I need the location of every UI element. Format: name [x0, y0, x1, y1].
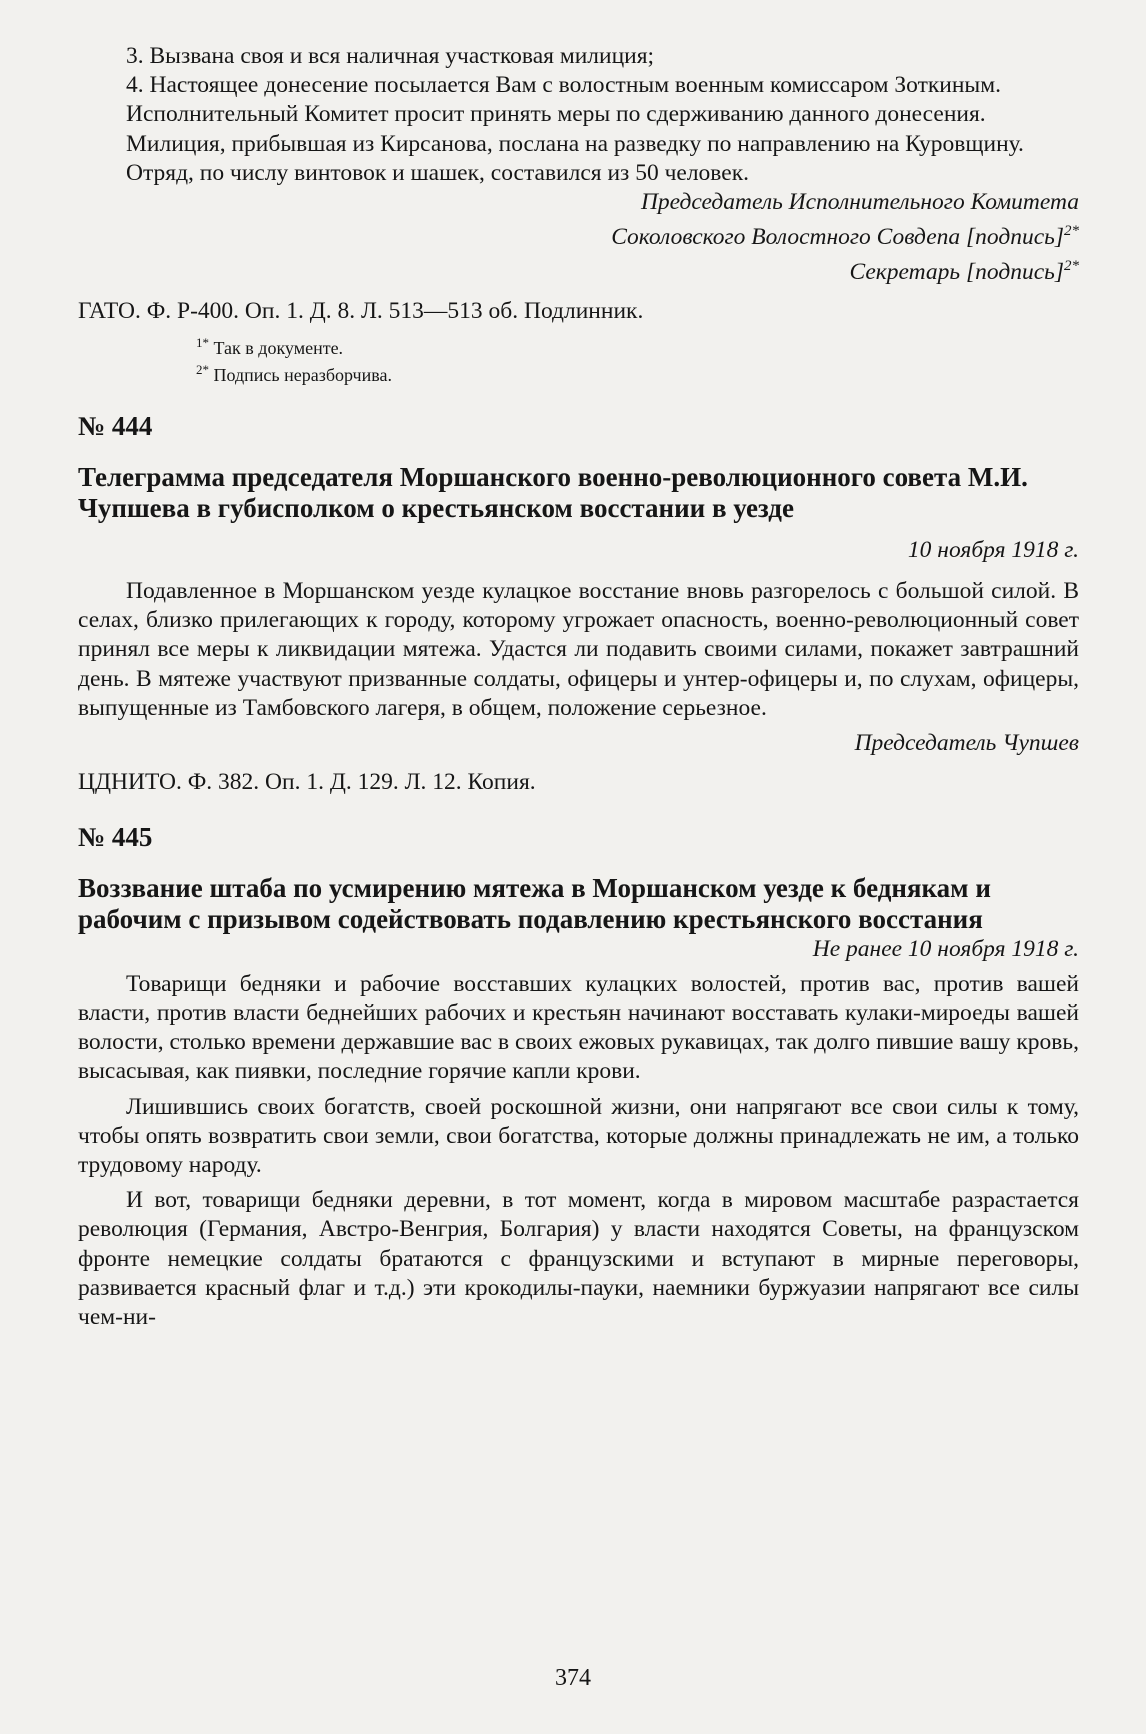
document-body-444: Подавленное в Моршанском уезде кулацкое восстание вновь разгорелось с большой силой. В селах, близко прилегающих к городу, которому угрожает опасность, военно-революционный совет принял все меры к ликвидации мятежа. Удастся ли подавить своими силами, покажет завтрашний день. В мятеже участвуют призванные солдаты, офицеры и унтер-офицеры и, по слухам, офицеры, выпущенные из Тамбовского лагеря, в общем, положение серьезное.	[78, 577, 1079, 721]
signature-sovdep: Соколовского Волостного Совдепа [подпись]$^{2*}$	[611, 223, 1079, 251]
document-para-445-3: И вот, товарищи бедняки деревни, в тот момент, когда в мировом масштабе разрастается революция (Германия, Австро-Венгрия, Болгария) у власти находятся Советы, на французском фронте немецкие солдаты братаются с французскими и вступают в мирные переговоры, развивается красный флаг и т.д.) эти крокодилы-пауки, наемники буржуазии напрягают все силы чем-ни-	[78, 1187, 1079, 1330]
document-para-445-2: Лишившись своих богатств, своей роскошной жизни, они напрягают все свои силы к тому, чтобы опять возвратить свои земли, свои богатства, которые должны принадлежать не им, а только трудовому народу.	[78, 1093, 1079, 1178]
document-para-445-1: Товарищи бедняки и рабочие восставших кулацких волостей, против вас, против вашей власти, против власти беднейших рабочих и крестьян начинают восставать кулаки-мироеды вашей волости, столько времени державшие вас в своих ежовых рукавицах, так долго пившие вашу кровь, высасывая, как пиявки, последние горячие капли крови.	[78, 970, 1079, 1085]
prev-para-militia: Милиция, прибывшая из Кирсанова, послана на разведку по направлению на Куровщину.	[126, 130, 1024, 157]
prev-item-3: 3. Вызвана своя и вся наличная участковая милиция;	[126, 43, 655, 69]
page-number: 374	[555, 1665, 591, 1691]
archive-source-prev: ГАТО. Ф. Р-400. Оп. 1. Д. 8. Л. 513—513 об. Подлинник.	[78, 298, 644, 325]
text-column	[78, 42, 1079, 1332]
prev-item-4: 4. Настоящее донесение посылается Вам с волостным военным комиссаром Зоткиным.	[126, 72, 1001, 99]
prev-para-committee: Исполнительный Комитет просит принять меры по сдерживанию данного донесения.	[126, 101, 986, 128]
document-date-444: 10 ноября 1918 г.	[907, 536, 1079, 563]
signature-secretary: Секретарь [подпись]$^{2*}$	[849, 258, 1079, 286]
footnote-1: $^{1*}$ Так в документе.	[196, 335, 344, 359]
document-date-445: Не ранее 10 ноября 1918 г.	[812, 935, 1079, 962]
document-title-444: Телеграмма председателя Моршанского военно-революционного совета М.И. Чупшева в губисполком о крестьянском восстании в уезде	[78, 461, 1028, 523]
footnote-2: $^{2*}$ Подпись неразборчива.	[196, 362, 392, 386]
archive-source-444: ЦДНИТО. Ф. 382. Оп. 1. Д. 129. Л. 12. Копия.	[78, 769, 536, 796]
signature-chairman: Председатель Исполнительного Комитета	[640, 189, 1079, 216]
signature-chupshev: Председатель Чупшев	[854, 729, 1079, 756]
prev-para-detachment: Отряд, по числу винтовок и шашек, составился из 50 человек.	[126, 159, 749, 186]
document-number-445: № 445	[78, 822, 153, 853]
document-number-444: № 444	[78, 411, 153, 442]
document-title-445: Воззвание штаба по усмирению мятежа в Моршанском уезде к беднякам и рабочим с призывом содействовать подавлению крестьянского восстания	[78, 872, 991, 934]
